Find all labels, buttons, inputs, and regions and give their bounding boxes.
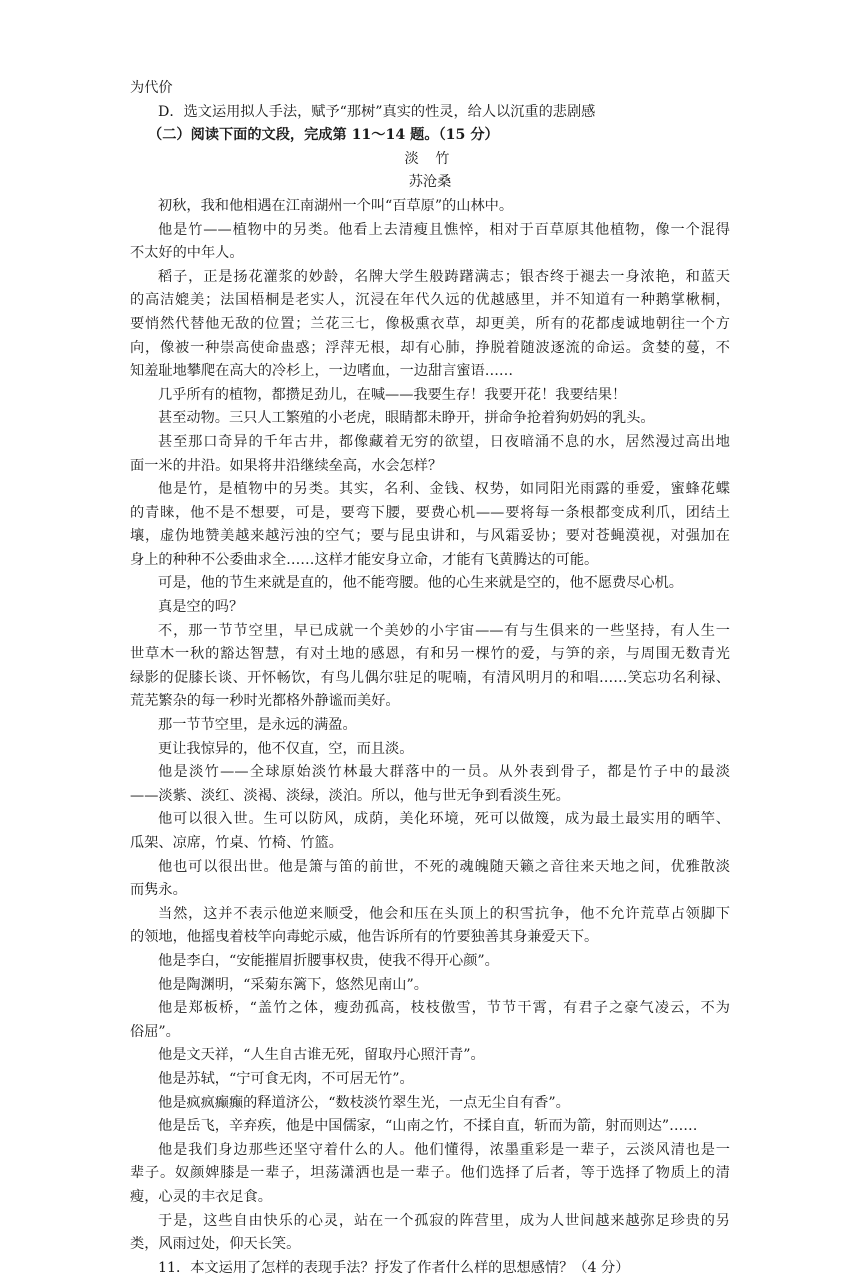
text-line: 他是岳飞，辛弃疾，他是中国儒家，“山南之竹，不揉自直，斩而为箭，射而则达”…… <box>158 1118 698 1135</box>
text-line: 面一米的井沿。如果将井沿继续垒高，水会怎样？ <box>130 457 443 474</box>
text-line: 的青睐，他不是不想要，可是，要弯下腰，要费心机——要将每一条根都变成利爪，团结土 <box>130 504 730 521</box>
text-line: 他可以很入世。生可以防风，成荫，美化环境，死可以做篾，成为最土最实用的晒竿、 <box>158 811 730 828</box>
text-line: 为代价 <box>130 80 173 96</box>
text-line: 于是，这些自由快乐的心灵，站在一个孤寂的阵营里，成为人世间越来越弥足珍贵的另 <box>158 1212 730 1229</box>
text-line: 瘦，心灵的丰衣足食。 <box>130 1188 272 1205</box>
text-line: 的领地，他摇曳着枝竿向毒蛇示威，他告诉所有的竹要独善其身兼爱天下。 <box>130 929 599 946</box>
text-line: 苏沧桑 <box>408 174 452 191</box>
text-line: 真是空的吗？ <box>158 599 244 616</box>
text-line: 世草木一秋的豁达智慧，有对土地的感恩，有和另一棵竹的爱，与笋的亲，与周围无数青光 <box>130 646 730 663</box>
text-line: 壤，虚伪地赞美越来越污浊的空气；要与昆虫讲和，与风霜妥协；要对苍蝇漠视，对强加在 <box>130 528 730 545</box>
text-line: 他是郑板桥，“盖竹之体，瘦劲孤高，枝枝傲雪，节节干霄，有君子之豪气凌云，不为 <box>158 1000 730 1017</box>
text-line: 身上的种种不公委曲求全……这样才能安身立命，才能有飞黄腾达的可能。 <box>130 551 599 568</box>
text-line: 的高洁媲美；法国梧桐是老实人，沉浸在年代久远的优越感里，并不知道有一种鹅掌楸桐， <box>130 292 730 309</box>
text-line: 他是苏轼，“宁可食无肉，不可居无竹”。 <box>158 1070 414 1087</box>
text-line: 而隽永。 <box>130 882 187 899</box>
text-line: 要悄然代替他无敌的位置；兰花三七，像极熏衣草，却更美，所有的花都虔诚地朝往一个方 <box>130 315 730 332</box>
text-line: 更让我惊异的，他不仅直，空，而且淡。 <box>158 740 414 757</box>
text-line: 当然，这并不表示他逆来顺受，他会和压在头顶上的积雪抗争，他不允许荒草占领脚下 <box>158 905 730 922</box>
text-line: 类，风雨过处，仰天长笑。 <box>130 1236 301 1253</box>
text-line: 不太好的中年人。 <box>130 245 244 262</box>
text-line: 稻子，正是扬花灌浆的妙龄，名牌大学生般踌躇满志；银杏终于褪去一身浓艳，和蓝天 <box>158 268 730 285</box>
text-line: 几乎所有的植物，都攒足劲儿，在喊——我要生存！我要开花！我要结果！ <box>158 386 627 403</box>
text-line: 他是李白，“安能摧眉折腰事权贵，使我不得开心颜”。 <box>158 952 499 969</box>
text-line: 他是竹，是植物中的另类。其实，名利、金钱、权势，如同阳光雨露的垂爱，蜜蜂花蝶 <box>158 481 730 498</box>
text-line: D．选文运用拟人手法，赋予“那树”真实的性灵，给人以沉重的悲剧感 <box>158 103 596 120</box>
text-line: 他是疯疯癫癫的释道济公，“数枝淡竹翠生光，一点无尘自有香”。 <box>158 1094 570 1111</box>
text-line: 可是，他的节生来就是直的，他不能弯腰。他的心生来就是空的，他不愿费尽心机。 <box>158 575 683 592</box>
text-line: 他是竹——植物中的另类。他看上去清瘦且憔悴，相对于百草原其他植物，像一个混得 <box>158 221 730 238</box>
text-line: ——淡紫、淡红、淡褐、淡绿，淡泊。所以，他与世无争到看淡生死。 <box>130 787 570 804</box>
text-line: 瓜架、凉席，竹桌、竹椅、竹篮。 <box>130 835 343 851</box>
text-line: 他是文天祥，“人生自古谁无死，留取丹心照汗青”。 <box>158 1047 485 1064</box>
text-line: 淡 竹 <box>404 150 456 167</box>
text-line: 俗屈”。 <box>130 1023 180 1040</box>
text-line: 他也可以很出世。他是箫与笛的前世，不死的魂魄随天籁之音往来天地之间，优雅散淡 <box>158 858 730 875</box>
text-line: 辈子。奴颜婢膝是一辈子，坦荡潇洒也是一辈子。他们选择了后者，等于选择了物质上的清 <box>130 1165 730 1182</box>
text-line: 向，像被一种崇高使命蛊惑；浮萍无根，却有心肺，挣脱着随波逐流的命运。贪婪的蔓，不 <box>130 339 730 356</box>
text-line: 荒芜繁杂的每一秒时光都格外静谧而美好。 <box>130 693 400 710</box>
text-line: 他是陶渊明，“采菊东篱下，悠然见南山”。 <box>158 976 428 993</box>
document-body <box>130 77 730 1280</box>
text-line: （二）阅读下面的文段，完成第 11～14 题。（15 分） <box>148 127 499 144</box>
text-line: 甚至那口奇异的千年古井，都像藏着无穷的欲望，日夜暗涌不息的水，居然漫过高出地 <box>158 433 730 450</box>
text-line: 绿影的促膝长谈、开怀畅饮，有鸟儿偶尔驻足的呢喃，有清风明月的和唱……笑忘功名利禄、 <box>130 669 730 686</box>
text-line: 甚至动物。三只人工繁殖的小老虎，眼睛都未睁开，拼命争抢着狗奶妈的乳头。 <box>158 410 655 427</box>
text-line: 他是淡竹——全球原始淡竹林最大群落中的一员。从外表到骨子，都是竹子中的最淡 <box>158 764 730 781</box>
text-line: 初秋，我和他相遇在江南湖州一个叫“百草原”的山林中。 <box>158 197 514 214</box>
text-line: 11．本文运用了怎样的表现手法？抒发了作者什么样的思想感情？（4 分） <box>158 1259 630 1276</box>
text-line: 那一节节空里，是永远的满盈。 <box>158 717 357 734</box>
text-line: 他是我们身边那些还坚守着什么的人。他们懂得，浓墨重彩是一辈子，云淡风清也是一 <box>158 1141 730 1158</box>
text-line: 知羞耻地攀爬在高大的冷杉上，一边嗜血，一边甜言蜜语…… <box>130 363 514 380</box>
text-line: 不，那一节节空里，早已成就一个美妙的小宇宙——有与生俱来的一些坚持，有人生一 <box>158 622 730 639</box>
